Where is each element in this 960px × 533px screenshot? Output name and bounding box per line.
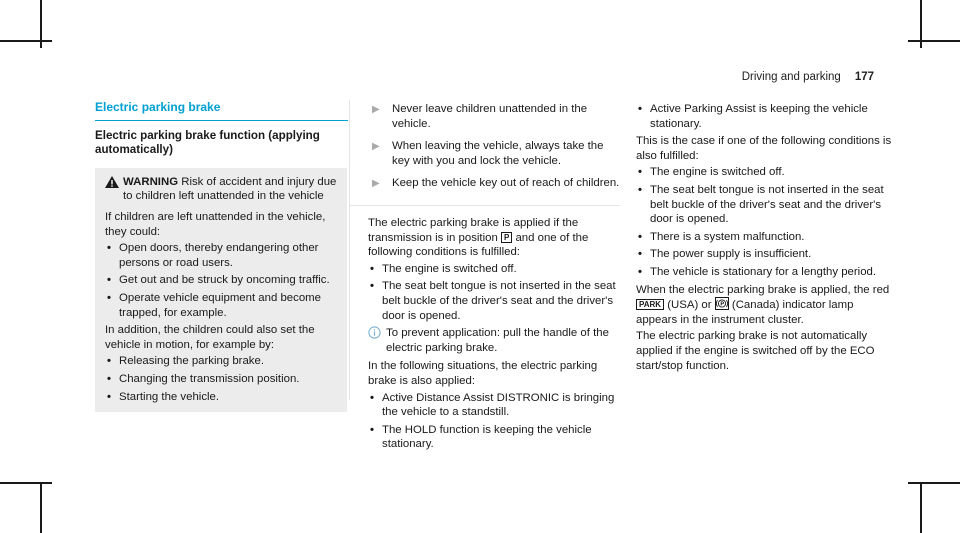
crop-mark bbox=[0, 482, 52, 484]
paragraph: This is the case if one of the following conditions is also fulfilled: bbox=[636, 135, 892, 162]
list-item: • The power supply is insufficient. bbox=[638, 248, 812, 261]
list-item: • Starting the vehicle. bbox=[107, 390, 220, 403]
paragraph: The electric parking brake is not automatically applied if the engine is switched off by the ECO start/stop function. bbox=[636, 330, 875, 372]
section-divider bbox=[95, 120, 348, 121]
list-item: • The seat belt tongue is not inserted in the seat belt buckle of the driver's seat and the driver's door is opened. bbox=[638, 183, 884, 226]
subsection-title: Electric parking brake function (applying automatically) bbox=[95, 128, 320, 157]
note: To prevent application: pull the handle of the electric parking brake. bbox=[368, 326, 620, 355]
crop-mark bbox=[920, 482, 922, 533]
list-item: • Releasing the parking brake. bbox=[107, 355, 265, 368]
list-item: • Changing the transmission position. bbox=[107, 372, 300, 385]
crop-mark bbox=[0, 40, 52, 42]
condition-list bbox=[368, 262, 620, 323]
list-item: • Active Distance Assist DISTRONIC is bringing the vehicle to a standstill. bbox=[370, 391, 615, 419]
action-step: ▶ When leaving the vehicle, always take the key with you and lock the vehicle. bbox=[372, 140, 604, 167]
paragraph: In the following situations, the electric parking brake is also applied: bbox=[368, 360, 598, 387]
column-1 bbox=[95, 100, 347, 412]
crop-mark bbox=[908, 482, 960, 484]
warning-list-2 bbox=[105, 354, 339, 404]
column-2 bbox=[368, 102, 620, 455]
section-title: Electric parking brake bbox=[95, 100, 221, 114]
list-item: • Operate vehicle equipment and become trapped, for example. bbox=[107, 291, 321, 319]
warning-label: WARNING bbox=[123, 175, 179, 188]
list-item: • The seat belt tongue is not inserted in the seat belt buckle of the driver's seat and the driver's door is opened. bbox=[370, 280, 616, 322]
page-header bbox=[742, 71, 874, 83]
warning-addition: In addition, the children could also set the vehicle in motion, for example by: bbox=[105, 324, 315, 351]
p-position-symbol: P bbox=[501, 232, 512, 243]
list-item: • The engine is switched off. bbox=[638, 166, 785, 179]
action-step: ▶ Never leave children unattended in the vehicle. bbox=[372, 103, 588, 130]
warning-triangle-icon bbox=[105, 175, 123, 204]
paragraph: The electric parking brake is applied if the transmission is in position P and one of the following conditions is fulfilled: bbox=[368, 216, 589, 259]
list-item: • There is a system malfunction. bbox=[638, 230, 805, 243]
park-indicator-symbol: PARK bbox=[636, 299, 664, 310]
info-icon bbox=[368, 326, 381, 344]
list-item: • Active Parking Assist is keeping the vehicle stationary. bbox=[638, 103, 868, 130]
arrow-icon: ▶ bbox=[372, 104, 380, 115]
action-steps bbox=[350, 102, 620, 206]
paragraph: When the electric parking brake is applied, the red PARK (USA) or P (Canada) indicator lamp appears in the instrument cluster. bbox=[636, 283, 890, 326]
svg-text:P: P bbox=[720, 301, 724, 308]
list-item: • Open doors, thereby endangering other persons or road users. bbox=[107, 242, 319, 269]
situation-list-cont bbox=[636, 102, 896, 131]
arrow-icon: ▶ bbox=[372, 141, 380, 153]
warning-intro: If children are left unattended in the vehicle, they could: bbox=[105, 210, 326, 238]
column-3 bbox=[636, 102, 896, 375]
header-section: Driving and parking bbox=[741, 71, 841, 83]
arrow-icon: ▶ bbox=[372, 178, 380, 190]
warning-list bbox=[105, 241, 339, 320]
canada-brake-indicator-icon bbox=[715, 297, 729, 310]
situation-list bbox=[368, 391, 620, 452]
list-item: • The vehicle is stationary for a lengthy period. bbox=[638, 265, 877, 278]
condition-list bbox=[636, 165, 896, 279]
action-step: ▶ Keep the vehicle key out of reach of children. bbox=[368, 176, 620, 191]
crop-mark bbox=[40, 482, 42, 533]
warning-box bbox=[95, 168, 347, 412]
warning-text: Risk of accident and injury due to children left unattended in the vehicle bbox=[123, 175, 337, 203]
list-item: • Get out and be struck by oncoming traffic. bbox=[107, 274, 330, 287]
list-item: • The engine is switched off. bbox=[370, 262, 517, 275]
crop-mark bbox=[908, 40, 960, 42]
page-number: 177 bbox=[854, 71, 874, 83]
list-item: • The HOLD function is keeping the vehicle stationary. bbox=[370, 423, 592, 451]
